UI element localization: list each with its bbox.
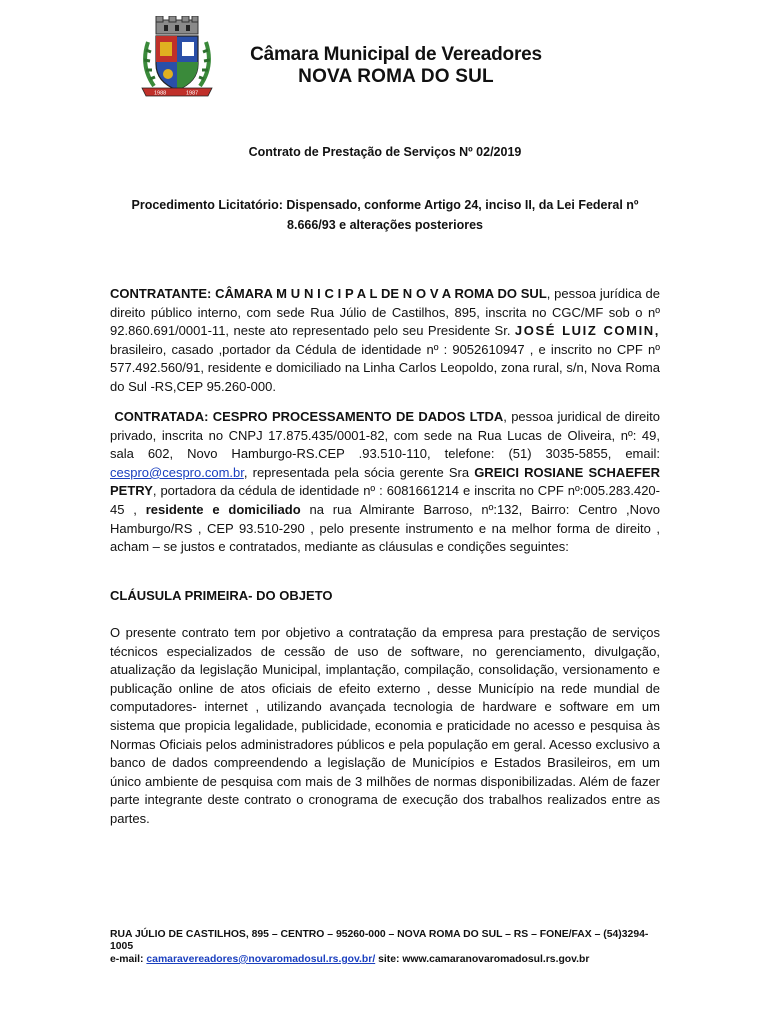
contratante-text2: brasileiro, casado ,portador da Cédula de identidade nº : 9052610947 , e inscrito no CPF nº 577.492.560/91, residente e domiciliado na Linha Carlos Leopoldo, zona rural, s/n, Nova Roma do Sul -RS,CEP 95.260-000.	[110, 341, 660, 394]
footer-site: site: www.camaranovaromadosul.rs.gov.br	[375, 953, 590, 965]
contratada-text3: , portadora da cédula de identidade nº : 6081661214 e inscrita no CPF nº:005.283.420-45 ,	[110, 483, 660, 517]
contract-title: Contrato de Prestação de Serviços Nº 02/2019	[248, 145, 522, 159]
footer-contact	[110, 954, 670, 966]
org-name-line2: NOVA ROMA DO SUL	[298, 66, 494, 87]
contratada-text4: na rua Almirante Barroso, nº:132, Bairro: Centro ,Novo Hamburgo/RS , CEP 93.510-290 , pelo presente instrumento e na melhor forma de direito , acham – se justos e contratados, mediante as cláusulas e condições seguintes:	[110, 501, 660, 555]
municipal-crest-icon	[138, 16, 216, 102]
president-name: JOSÉ LUIZ COMIN,	[514, 323, 660, 339]
organization-header	[226, 44, 566, 88]
manager-name: GREICI ROSIANE SCHAEFER PETRY	[110, 464, 660, 499]
crest-year-left: 1988	[154, 90, 167, 97]
footer	[110, 929, 670, 966]
footer-email-label: e-mail:	[110, 953, 147, 965]
org-name-line1: Câmara Municipal de Vereadores	[250, 44, 542, 65]
footer-email-link[interactable]: camaravereadores@novaromadosul.rs.gov.br/	[146, 953, 376, 965]
contratada-text1: , pessoa juridical de direito privado, inscrita no CNPJ 17.875.435/0001-82, com sede na Rua Lucas de Oliveira, nº: 49, sala 602, Novo Hamburgo-RS.CEP .93.510-110, telefone: (51) 3035-5855, email:	[110, 409, 661, 462]
crest-year-right: 1987	[186, 90, 199, 97]
contratada-text2: , representada pela sócia gerente Sra	[243, 464, 475, 480]
contratada-paragraph	[110, 408, 660, 557]
procedure-line1: Procedimento Licitatório: Dispensado, conforme Artigo 24, inciso II, da Lei Federal nº	[131, 198, 639, 212]
contratante-paragraph	[110, 285, 660, 397]
residence-label: residente e domiciliado	[145, 501, 301, 517]
footer-address: RUA JÚLIO DE CASTILHOS, 895 – CENTRO – 95260-000 – NOVA ROMA DO SUL – RS – FONE/FAX – (54)3294-1005	[110, 929, 649, 953]
contratante-text1: , pessoa jurídica de direito público interno, com sede Rua Júlio de Castilhos, 895, inscrita no CGC/MF sob o nº 92.860.691/0001-11, neste ato representado pelo seu Presidente Sr.	[110, 286, 660, 339]
procedure-line2: 8.666/93 e alterações posteriores	[287, 218, 483, 232]
contratante-label: CONTRATANTE: CÂMARA M U N I C I P A L DE N O V A ROMA DO SUL	[110, 286, 547, 301]
clause1-title: CLÁUSULA PRIMEIRA- DO OBJETO	[110, 588, 333, 603]
procedure-title	[100, 195, 670, 235]
clause1-paragraph: O presente contrato tem por objetivo a contratação da empresa para prestação de serviços técnicos especializados de cessão de uso de software, no gerenciamento, divulgação, atualização da legislação Municipal, implantação, compilação, consolidação, versionamento e publicação online de atos oficiais de efeito externo , desse Município na rede mundial de computadores- internet , utilizando avançada tecnologia de hardware e software em um sistema que propicia legalidade, publicidade, economia e praticidade no acesso e pesquisa às Normas Oficiais pelos administradores públicos e pela população em geral. Acesso exclusivo a banco de dados compreendendo a legislação de Municípios e Estados Brasileiros, em um único ambiente de pesquisa com mais de 3 milhões de normas disponibilizadas. Além de fazer parte integrante deste contrato o cronograma de execução dos trabalhos realizados entre as partes.	[110, 625, 660, 826]
contratada-email-link[interactable]: cespro@cespro.com.br	[110, 464, 244, 480]
contratada-label: CONTRATADA: CESPRO PROCESSAMENTO DE DADOS LTDA	[114, 409, 504, 424]
